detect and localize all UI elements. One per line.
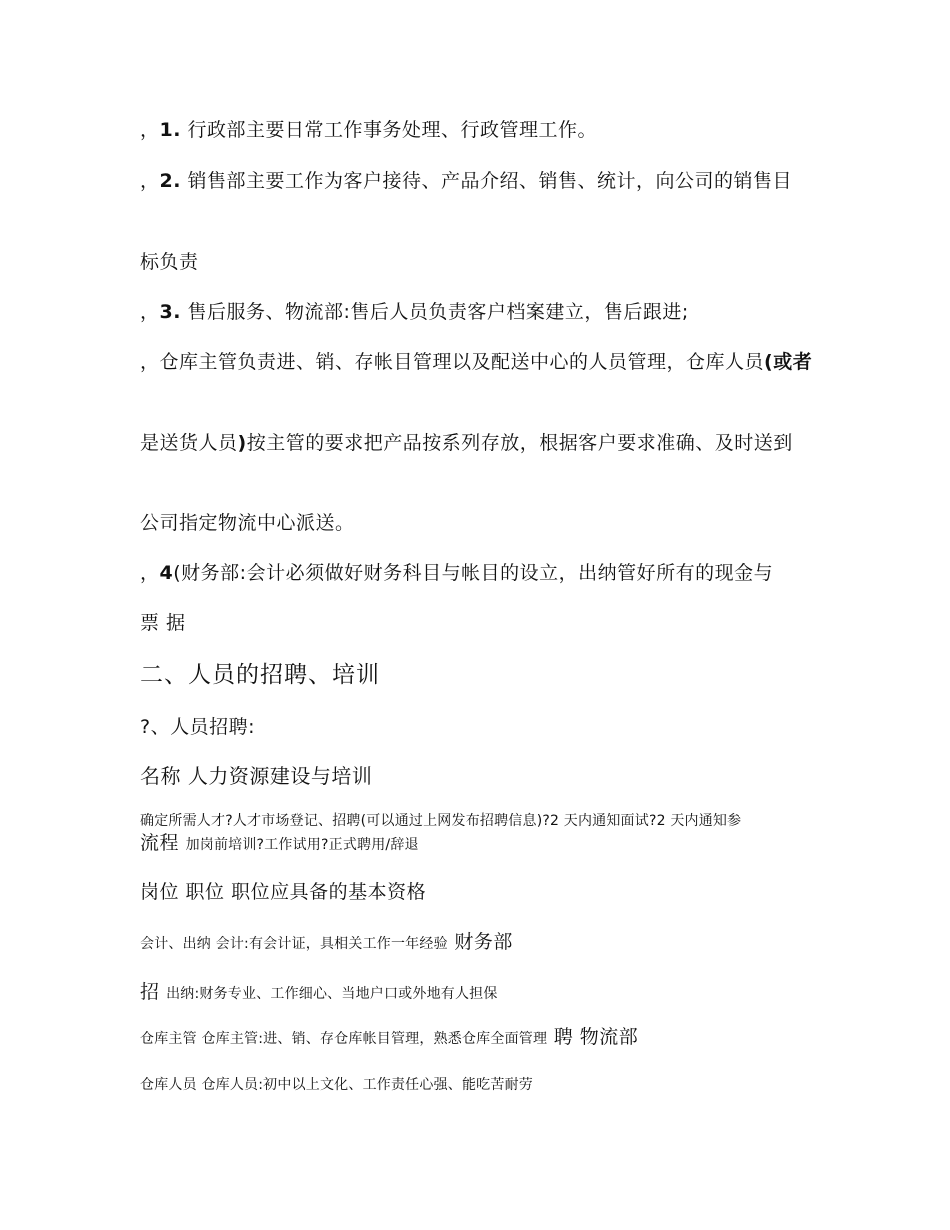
line-text: 行政部主要日常工作事务处理、行政管理工作。	[187, 119, 598, 141]
line-prefix: ，	[140, 119, 160, 141]
item-number: 4	[159, 562, 174, 584]
line-text: 售后服务、物流部:售后人员负责客户档案建立，售后跟进;	[187, 301, 689, 323]
paragraph-line-6	[140, 431, 793, 455]
line-text: 是送货人员	[140, 432, 238, 454]
position-row-2	[140, 980, 498, 1004]
line-text: 销售部主要工作为客户接待、产品介绍、销售、统计，向公司的销售目	[187, 170, 793, 192]
paragraph-line-4	[140, 300, 689, 324]
line-text: ，仓库主管负责进、销、存帐目管理以及配送中心的人员管理，仓库人员	[140, 351, 765, 373]
line-prefix: ，	[140, 562, 160, 584]
line-bold-text: (或者	[764, 351, 813, 373]
position-row-1	[140, 930, 513, 954]
paragraph-line-3	[140, 250, 199, 274]
paragraph-line-5	[140, 350, 812, 374]
item-number: 2.	[159, 170, 181, 192]
position-row-4	[140, 1071, 533, 1095]
row-text: 出纳:财务专业、工作细心、当地户口或外地有人担保	[166, 986, 498, 1002]
line-text: 公司指定物流中心派送。	[140, 512, 355, 534]
flow-label: 流程	[140, 832, 180, 854]
table-title: 名称 人力资源建设与培训	[140, 764, 373, 788]
row-text: 仓库人员 仓库人员:初中以上文化、工作责任心强、能吃苦耐劳	[140, 1077, 533, 1093]
recruit-label: 招	[140, 981, 160, 1003]
department-label: 财务部	[454, 931, 513, 953]
line-bold-text: )	[237, 432, 247, 454]
flow-text-line-1: 确定所需人才?人才市场登记、招聘(可以通过上网发布招聘信息)?2 天内通知面试?2 天内通知参	[140, 813, 742, 829]
paragraph-line-1	[140, 118, 597, 142]
item-number: 3.	[159, 301, 181, 323]
line-prefix: ，	[140, 170, 160, 192]
line-text: 票 据	[140, 612, 186, 634]
row-text: 会计、出纳 会计:有会计证，具相关工作一年经验	[140, 936, 448, 952]
section-heading: 二、人员的招聘、培训	[140, 662, 380, 688]
positions-header: 岗位 职位 职位应具备的基本资格	[140, 881, 427, 903]
paragraph-line-2	[140, 169, 792, 193]
paragraph-line-7	[140, 511, 355, 535]
flow-text-line-2: 加岗前培训?工作试用?正式聘用/辞退	[185, 837, 419, 853]
paragraph-line-8	[140, 561, 773, 585]
department-label: 聘 物流部	[553, 1026, 639, 1048]
line-text-rest: 按主管的要求把产品按系列存放，根据客户要求准确、及时送到	[246, 432, 793, 454]
paragraph-line-9	[140, 611, 186, 635]
row-text: 仓库主管 仓库主管:进、销、存仓库帐目管理，熟悉仓库全面管理	[140, 1031, 548, 1047]
line-prefix: ，	[140, 301, 160, 323]
line-text: 标负责	[140, 251, 199, 273]
flow-row	[140, 831, 419, 855]
line-text: (财务部:会计必须做好财务科目与帐目的设立，出纳管好所有的现金与	[173, 562, 774, 584]
position-row-3	[140, 1025, 638, 1049]
sub-heading: ?、人员招聘:	[140, 716, 255, 738]
item-number: 1.	[159, 119, 181, 141]
